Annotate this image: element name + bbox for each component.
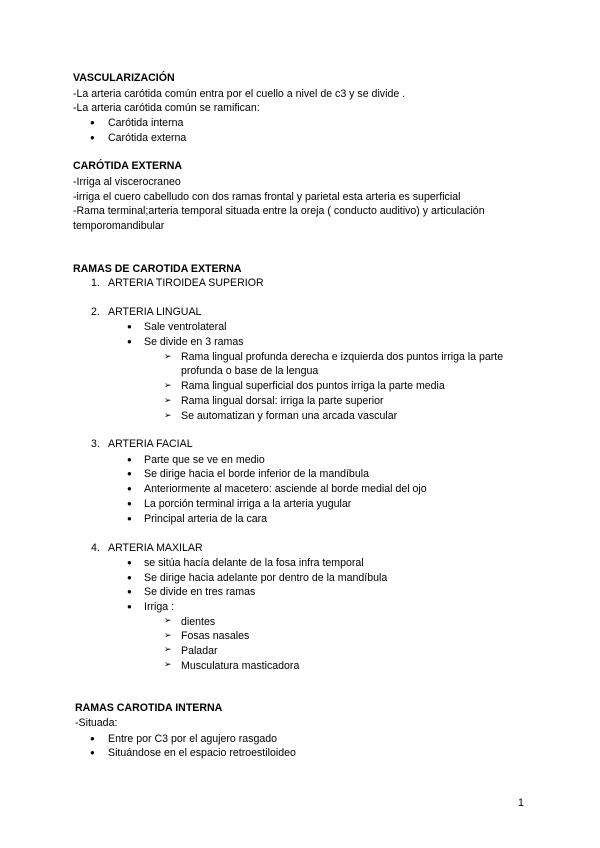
arrow-marker: ➢	[164, 380, 172, 390]
list-item: Sale ventrolateral	[144, 321, 227, 333]
list-item-arteria-facial: ARTERIA FACIAL	[108, 438, 193, 450]
bullet-marker: ●	[127, 602, 132, 611]
heading-ramas-carotida-interna: RAMAS CAROTIDA INTERNA	[75, 702, 223, 714]
list-item: Parte que se ve en medio	[144, 454, 265, 466]
heading-vascularizacion: VASCULARIZACIÓN	[73, 72, 175, 84]
bullet-marker: ●	[90, 118, 95, 127]
arrow-marker: ➢	[164, 615, 172, 625]
list-item: Anteriormente al macetero: asciende al borde medial del ojo	[144, 483, 427, 495]
list-item: Principal arteria de la cara	[144, 513, 268, 525]
list-item: Se divide en tres ramas	[144, 586, 256, 598]
list-item: se sitúa hacía delante de la fosa infra temporal	[144, 557, 364, 569]
arrow-marker: ➢	[164, 659, 172, 669]
list-item-arteria-lingual: ARTERIA LINGUAL	[108, 306, 202, 318]
list-item: Entre por C3 por el agujero rasgado	[108, 733, 278, 745]
text-line: temporomandibular	[73, 220, 165, 232]
bullet-marker: ●	[127, 337, 132, 346]
sub-item: Rama lingual dorsal: irriga la parte superior	[181, 395, 384, 407]
heading-carotida-externa: CARÓTIDA EXTERNA	[73, 160, 183, 172]
list-item: Se dirige hacia el borde inferior de la mandíbula	[144, 468, 369, 480]
list-number: 3.	[91, 438, 100, 450]
bullet-marker: ●	[127, 484, 132, 493]
arrow-marker: ➢	[164, 630, 172, 640]
sub-item-continuation: profunda o base de la lengua	[181, 365, 319, 377]
text-line: -Irriga al viscerocraneo	[73, 176, 181, 188]
bullet-marker: ●	[127, 558, 132, 567]
bullet-marker: ●	[127, 514, 132, 523]
list-item: Situándose en el espacio retroestiloideo	[108, 747, 296, 759]
bullet-marker: ●	[127, 499, 132, 508]
sub-item: Musculatura masticadora	[181, 660, 300, 672]
sub-item: Se automatizan y forman una arcada vascular	[181, 410, 398, 422]
list-item: Carótida externa	[108, 132, 187, 144]
sub-item: Fosas nasales	[181, 630, 250, 642]
bullet-marker: ●	[90, 133, 95, 142]
sub-item: Paladar	[181, 645, 218, 657]
bullet-marker: ●	[127, 322, 132, 331]
arrow-marker: ➢	[164, 395, 172, 405]
text-line: -La arteria carótida común entra por el cuello a nivel de c3 y se divide .	[73, 88, 406, 100]
bullet-marker: ●	[127, 587, 132, 596]
sub-item: Rama lingual superficial dos puntos irriga la parte media	[181, 380, 445, 392]
bullet-marker: ●	[127, 455, 132, 464]
list-item-arteria-tiroidea: ARTERIA TIROIDEA SUPERIOR	[108, 277, 264, 289]
arrow-marker: ➢	[164, 351, 172, 361]
text-line: -Situada:	[75, 717, 118, 729]
bullet-marker: ●	[90, 748, 95, 757]
sub-item: Rama lingual profunda derecha e izquierda dos puntos irriga la parte	[181, 351, 504, 363]
text-line: -La arteria carótida común se ramifican:	[73, 102, 260, 114]
sub-item: dientes	[181, 616, 216, 628]
bullet-marker: ●	[90, 734, 95, 743]
list-item-arteria-maxilar: ARTERIA MAXILAR	[108, 542, 203, 554]
list-item: Carótida interna	[108, 117, 184, 129]
list-number: 1.	[91, 277, 100, 289]
bullet-marker: ●	[127, 573, 132, 582]
arrow-marker: ➢	[164, 644, 172, 654]
list-number: 4.	[91, 542, 100, 554]
text-line: -Rama terminal;arteria temporal situada entre la oreja ( conducto auditivo) y articulación	[73, 205, 485, 217]
heading-ramas-carotida-externa: RAMAS DE CAROTIDA EXTERNA	[73, 263, 242, 275]
list-item: Se dirige hacia adelante por dentro de la mandíbula	[144, 572, 388, 584]
arrow-marker: ➢	[164, 410, 172, 420]
bullet-marker: ●	[127, 469, 132, 478]
list-item: Se divide en 3 ramas	[144, 336, 244, 348]
page-number: 1	[518, 797, 524, 809]
list-item: Irriga :	[144, 601, 175, 613]
list-number: 2.	[91, 306, 100, 318]
text-line: -irriga el cuero cabelludo con dos ramas frontal y parietal esta arteria es superficial	[73, 191, 461, 203]
list-item: La porción terminal irriga a la arteria yugular	[144, 498, 352, 510]
